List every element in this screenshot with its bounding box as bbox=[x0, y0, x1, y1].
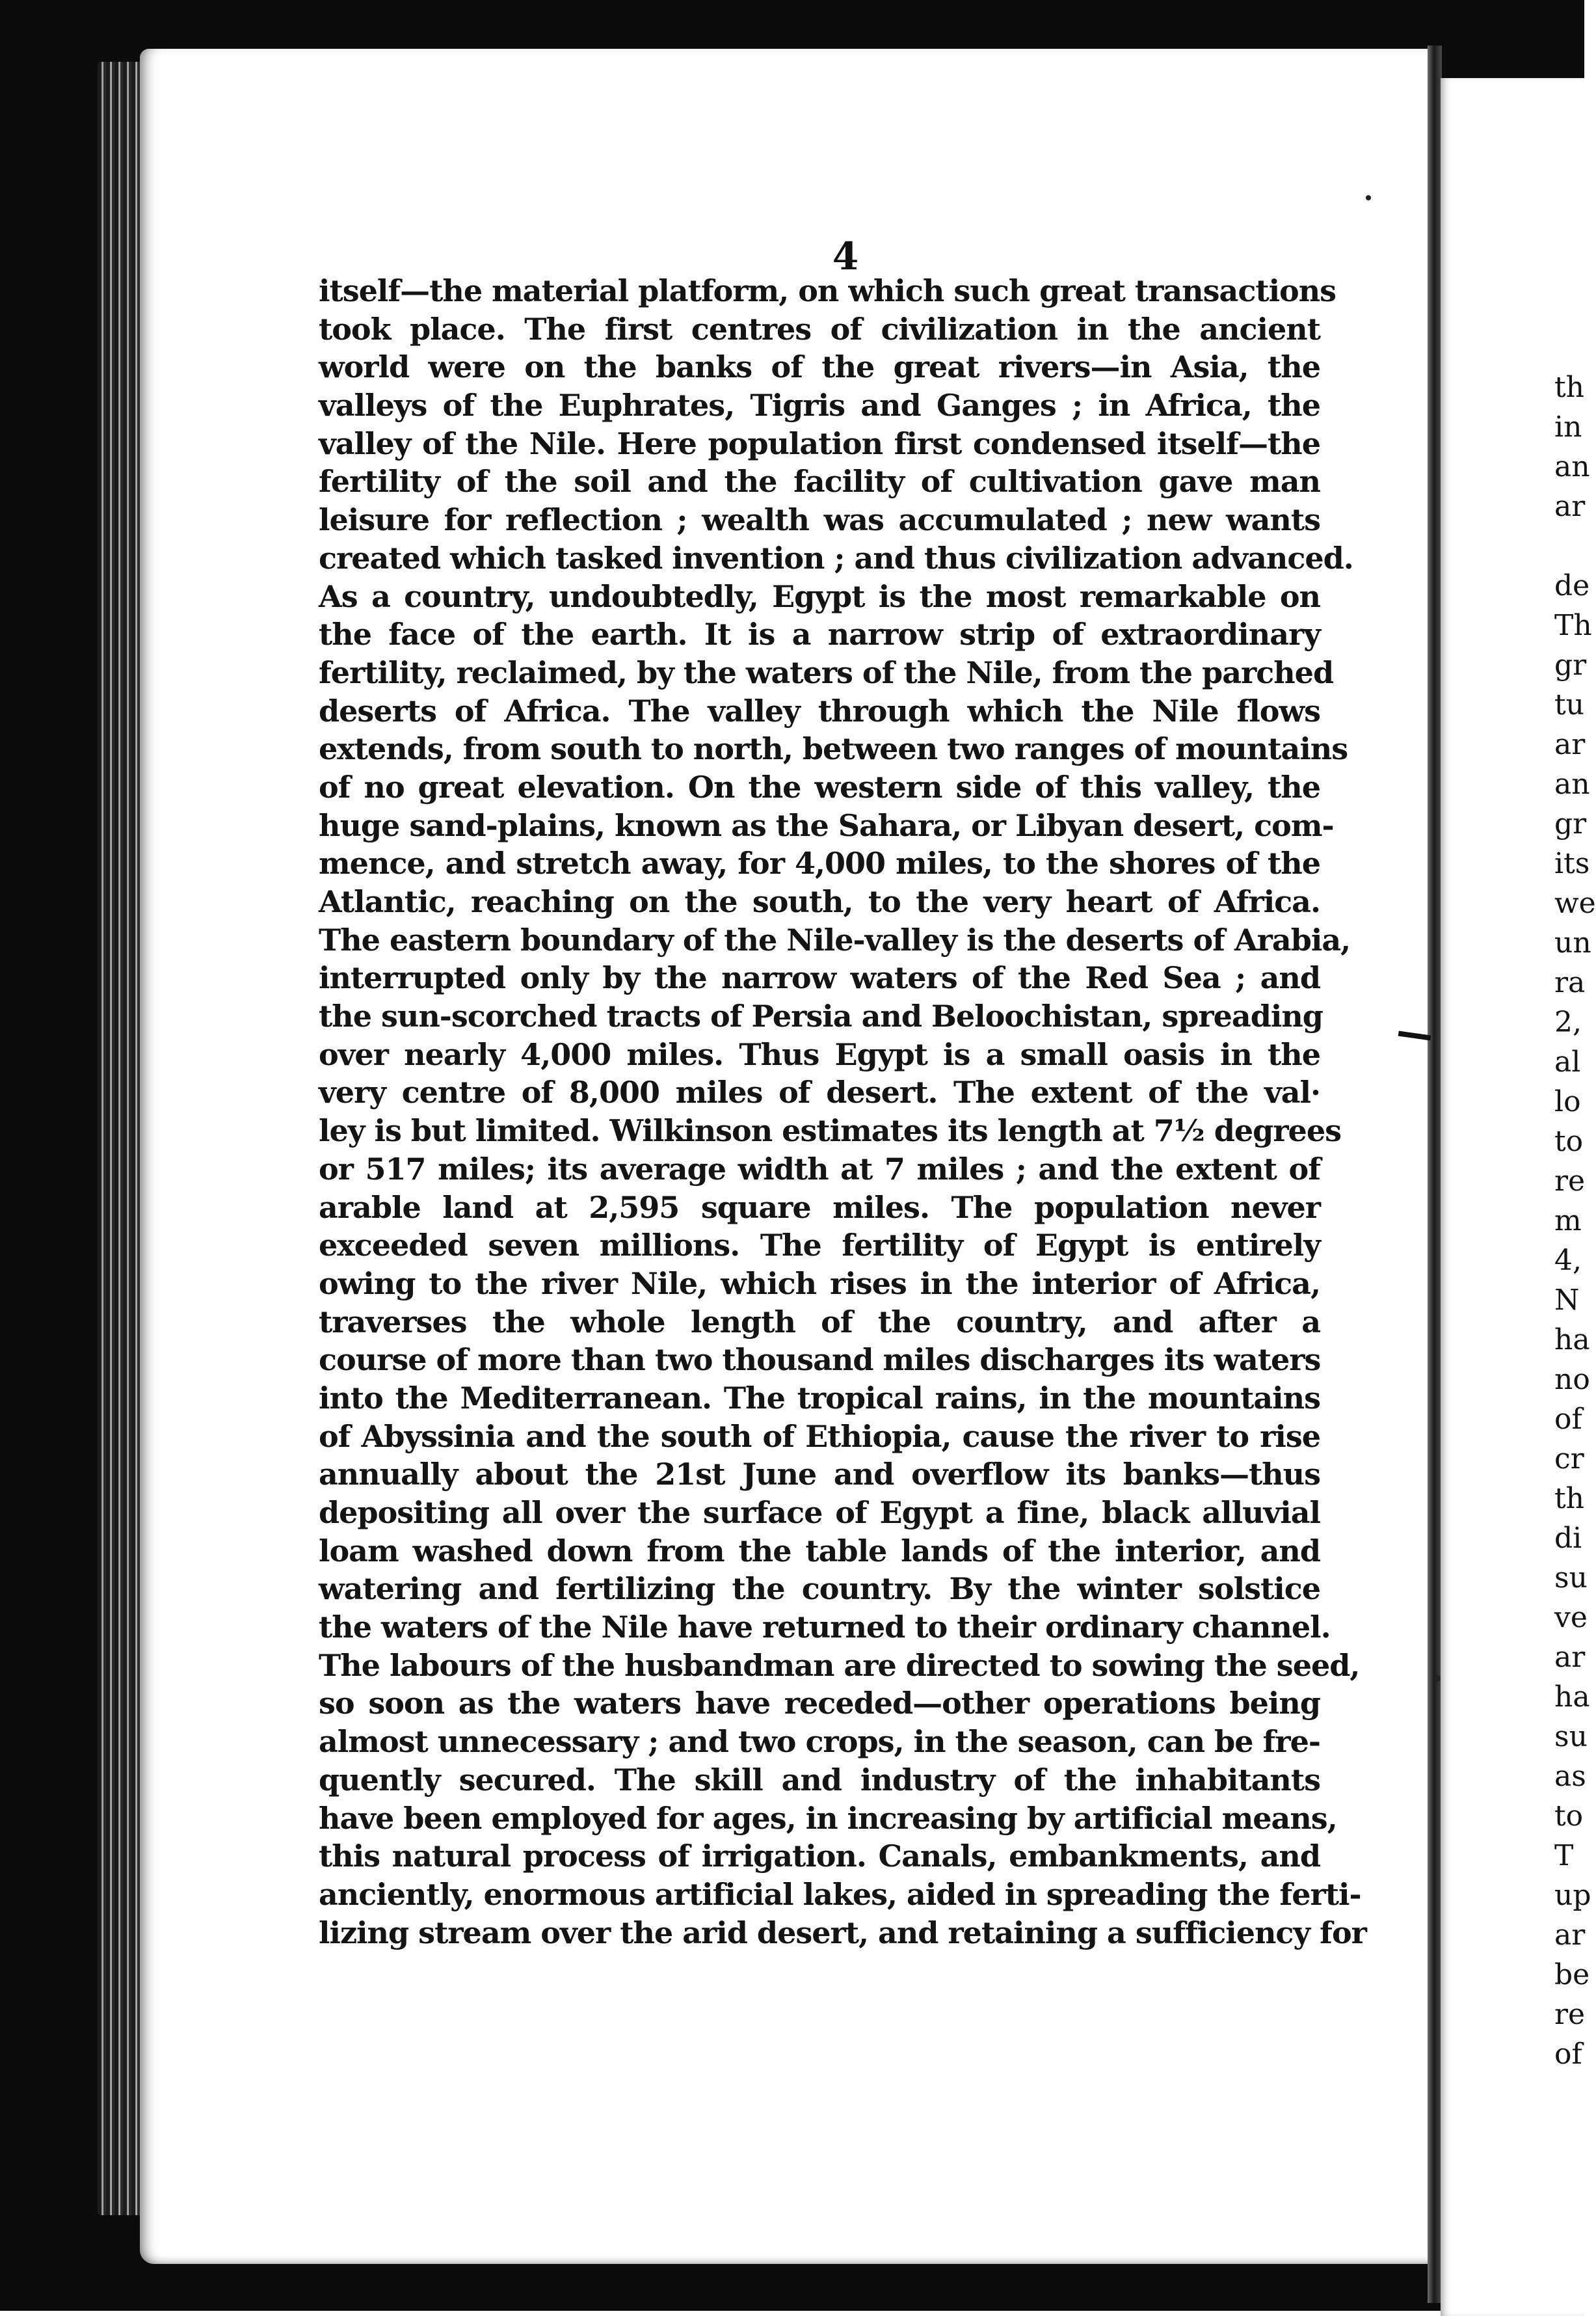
text-line: arable land at 2,595 square miles. The population never bbox=[319, 1189, 1320, 1225]
text-line: interrupted only by the narrow waters of the Red Sea ; and bbox=[319, 960, 1320, 996]
facing-text-line: Th bbox=[1554, 609, 1592, 642]
facing-text-line: ha bbox=[1554, 1680, 1590, 1714]
facing-text-line: th bbox=[1554, 371, 1585, 404]
text-line: course of more than two thousand miles discharges its waters bbox=[319, 1342, 1321, 1378]
facing-text-line: m bbox=[1554, 1204, 1582, 1237]
facing-text-line: be bbox=[1554, 1958, 1590, 1991]
facing-text-line: di bbox=[1554, 1522, 1582, 1555]
facing-text-line: in bbox=[1554, 411, 1582, 444]
book-gutter bbox=[1428, 46, 1442, 2303]
text-line: of no great elevation. On the western side of this valley, the bbox=[319, 769, 1320, 805]
speck-mark bbox=[1434, 1675, 1441, 1682]
facing-text-line: up bbox=[1554, 1879, 1591, 1912]
text-line: almost unnecessary ; and two crops, in the season, can be fre- bbox=[319, 1724, 1320, 1760]
facing-text-line: ar bbox=[1554, 1919, 1586, 1952]
facing-text-line: ar bbox=[1554, 490, 1586, 523]
facing-text-line: re bbox=[1554, 1165, 1586, 1198]
text-line: The eastern boundary of the Nile-valley is the deserts of Arabia, bbox=[319, 922, 1351, 958]
facing-text-line: ra bbox=[1554, 966, 1586, 999]
facing-text-line: an bbox=[1554, 450, 1590, 483]
text-line: watering and fertilizing the country. By the winter solstice bbox=[319, 1571, 1320, 1607]
facing-text-line: ve bbox=[1554, 1601, 1588, 1634]
facing-text-line bbox=[1554, 526, 1593, 566]
text-line: valley of the Nile. Here population first condensed itself—the bbox=[319, 425, 1320, 461]
facing-text-line: lo bbox=[1554, 1085, 1581, 1118]
facing-text-line: tu bbox=[1554, 688, 1585, 721]
facing-text-line: of bbox=[1554, 1403, 1582, 1436]
text-line: depositing all over the surface of Egypt a fine, black alluvial bbox=[319, 1495, 1320, 1530]
text-line: annually about the 21st June and overflow its banks—thus bbox=[319, 1457, 1320, 1492]
facing-text-line: 4, bbox=[1554, 1244, 1582, 1277]
facing-text-line: cr bbox=[1554, 1442, 1584, 1475]
text-line: world were on the banks of the great rivers—in Asia, the bbox=[319, 349, 1320, 385]
facing-text-line: an bbox=[1554, 768, 1590, 801]
text-line: created which tasked invention ; and thus civilization advanced. bbox=[319, 540, 1353, 576]
facing-text-line: th bbox=[1554, 1482, 1585, 1515]
facing-text-line: we bbox=[1554, 887, 1596, 920]
page-body-text bbox=[319, 272, 1366, 1952]
text-line: quently secured. The skill and industry of the inhabitants bbox=[319, 1762, 1320, 1798]
facing-text-line: al bbox=[1554, 1045, 1581, 1079]
text-line: into the Mediterranean. The tropical rains, in the mountains bbox=[319, 1380, 1320, 1416]
facing-text-line: of bbox=[1554, 2038, 1582, 2071]
facing-text-line: su bbox=[1554, 1561, 1588, 1595]
facing-text-line: to bbox=[1554, 1799, 1584, 1833]
text-line: the face of the earth. It is a narrow strip of extraordinary bbox=[319, 617, 1320, 653]
text-line: so soon as the waters have receded—other operations being bbox=[319, 1686, 1320, 1721]
facing-text-line: its bbox=[1554, 847, 1590, 880]
facing-text-line: su bbox=[1554, 1720, 1588, 1753]
facing-page-text-fragments bbox=[1554, 368, 1596, 2074]
text-line: anciently, enormous artificial lakes, aided in spreading the ferti- bbox=[319, 1876, 1361, 1912]
text-line: exceeded seven millions. The fertility of Egypt is entirely bbox=[319, 1228, 1320, 1263]
text-line: have been employed for ages, in increasing by artificial means, bbox=[319, 1800, 1337, 1836]
facing-text-line: gr bbox=[1554, 649, 1587, 682]
text-line: As a country, undoubtedly, Egypt is the most remarkable on bbox=[319, 578, 1320, 614]
facing-text-line: ar bbox=[1554, 728, 1586, 761]
text-line: the waters of the Nile have returned to their ordinary channel. bbox=[319, 1609, 1331, 1645]
facing-text-line: ar bbox=[1554, 1641, 1586, 1674]
text-line: mence, and stretch away, for 4,000 miles, to the shores of the bbox=[319, 846, 1320, 882]
facing-text-line: as bbox=[1554, 1760, 1586, 1793]
text-line: ley is but limited. Wilkinson estimates its length at 7½ degrees bbox=[319, 1113, 1341, 1149]
page-number: 4 bbox=[832, 234, 859, 278]
facing-text-line: ha bbox=[1554, 1323, 1590, 1356]
text-line: lizing stream over the arid desert, and retaining a sufficiency for bbox=[319, 1915, 1366, 1950]
text-line: over nearly 4,000 miles. Thus Egypt is a small oasis in the bbox=[319, 1036, 1320, 1072]
text-line: loam washed down from the table lands of the interior, and bbox=[319, 1533, 1320, 1569]
facing-text-line: re bbox=[1554, 1998, 1586, 2031]
text-line: extends, from south to north, between two ranges of mountains bbox=[319, 731, 1348, 767]
facing-text-line: N bbox=[1554, 1284, 1580, 1317]
text-line: the sun-scorched tracts of Persia and Beloochistan, spreading bbox=[319, 999, 1323, 1034]
facing-text-line: un bbox=[1554, 926, 1591, 960]
text-line: fertility, reclaimed, by the waters of the Nile, from the parched bbox=[319, 654, 1334, 690]
text-line: deserts of Africa. The valley through which the Nile flows bbox=[319, 693, 1320, 729]
facing-text-line: de bbox=[1554, 569, 1590, 602]
text-line: Atlantic, reaching on the south, to the very heart of Africa. bbox=[319, 884, 1320, 919]
text-line: this natural process of irrigation. Canals, embankments, and bbox=[319, 1838, 1320, 1874]
text-line: traverses the whole length of the country, and after a bbox=[319, 1304, 1320, 1340]
facing-text-line: gr bbox=[1554, 807, 1587, 841]
text-line: huge sand-plains, known as the Sahara, or Libyan desert, com- bbox=[319, 807, 1334, 843]
facing-text-line: 2, bbox=[1554, 1006, 1582, 1039]
text-line: owing to the river Nile, which rises in the interior of Africa, bbox=[319, 1265, 1320, 1301]
text-line: took place. The first centres of civilization in the ancient bbox=[319, 311, 1320, 347]
text-line: valleys of the Euphrates, Tigris and Ganges ; in Africa, the bbox=[319, 388, 1320, 424]
text-line: itself—the material platform, on which such great transactions bbox=[319, 273, 1337, 308]
text-line: The labours of the husbandman are directed to sowing the seed, bbox=[319, 1647, 1360, 1683]
text-line: of Abyssinia and the south of Ethiopia, cause the river to rise bbox=[319, 1418, 1320, 1454]
speck-mark bbox=[1366, 195, 1371, 200]
facing-text-line: to bbox=[1554, 1125, 1584, 1158]
text-line: fertility of the soil and the facility of cultivation gave man bbox=[319, 464, 1320, 500]
text-line: or 517 miles; its average width at 7 miles ; and the extent of bbox=[319, 1151, 1320, 1187]
text-line: leisure for reflection ; wealth was accumulated ; new wants bbox=[319, 502, 1320, 538]
facing-text-line: no bbox=[1554, 1363, 1590, 1396]
text-line: very centre of 8,000 miles of desert. The extent of the val· bbox=[319, 1075, 1320, 1111]
facing-text-line: T bbox=[1554, 1839, 1574, 1872]
